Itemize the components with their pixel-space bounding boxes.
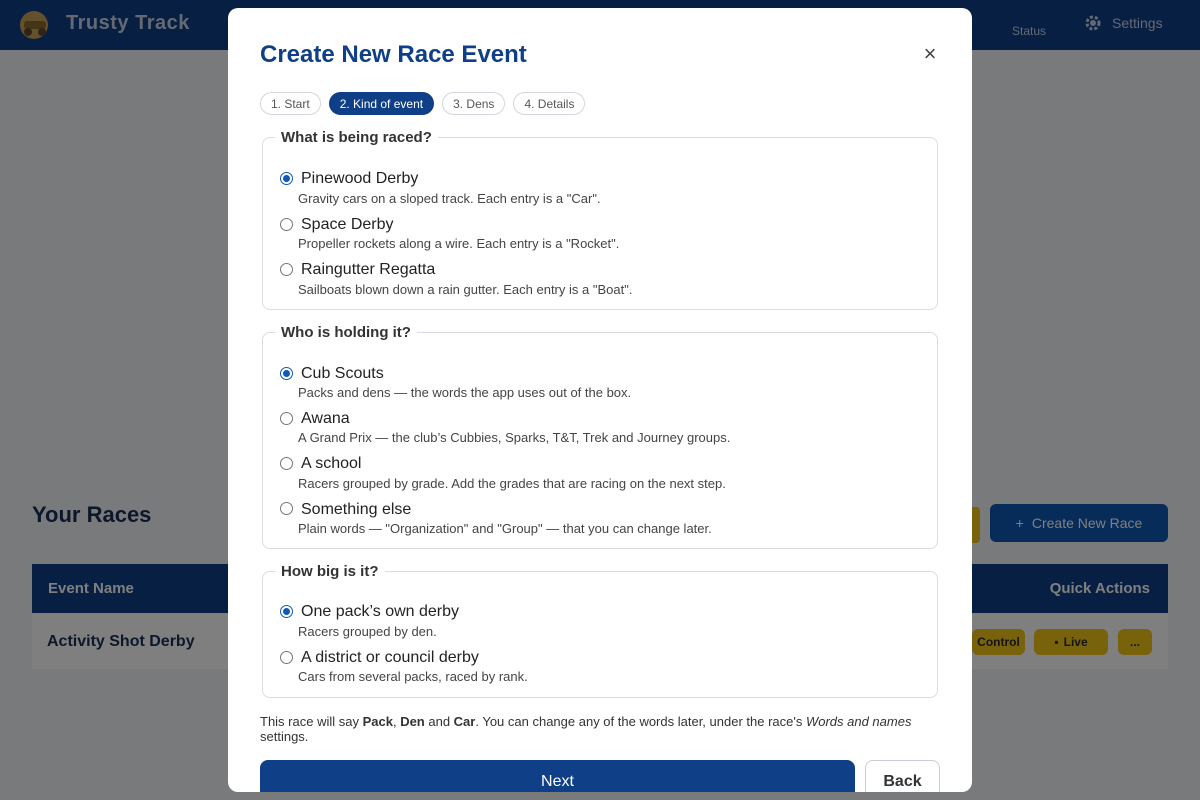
option-label[interactable]: Cub Scouts xyxy=(301,365,384,382)
note-word-pack: Pack xyxy=(362,714,393,729)
note-word-car: Car xyxy=(453,714,476,729)
radio-cub-scouts[interactable] xyxy=(280,367,293,380)
note-text: , xyxy=(392,714,401,729)
option-label[interactable]: A school xyxy=(301,455,362,472)
create-race-modal xyxy=(228,8,972,792)
terminology-note xyxy=(260,714,940,744)
step-indicator xyxy=(260,92,585,115)
radio-something-else[interactable] xyxy=(280,502,293,515)
race-type-group xyxy=(262,129,938,310)
option-label[interactable]: A district or council derby xyxy=(301,649,479,666)
note-text: This race will say xyxy=(260,714,363,729)
step-details[interactable]: 4. Details xyxy=(513,92,585,115)
option-label[interactable]: Pinewood Derby xyxy=(301,170,419,187)
option-label[interactable]: Raingutter Regatta xyxy=(301,261,436,278)
radio-raingutter-regatta[interactable] xyxy=(280,263,293,276)
note-settings-name: Words and names xyxy=(805,714,912,729)
size-legend: How big is it? xyxy=(281,563,379,580)
option-desc: A Grand Prix — the club’s Cubbies, Sparks, T&T, Trek and Journey groups. xyxy=(298,430,731,445)
size-group xyxy=(262,563,938,698)
option-label[interactable]: Space Derby xyxy=(301,216,394,233)
radio-pack-derby[interactable] xyxy=(280,605,293,618)
option-desc: Gravity cars on a sloped track. Each entry is a "Car". xyxy=(298,191,601,206)
note-text: and xyxy=(424,714,454,729)
step-dens[interactable]: 3. Dens xyxy=(442,92,505,115)
radio-pinewood-derby[interactable] xyxy=(280,172,293,185)
option-desc: Racers grouped by den. xyxy=(298,624,437,639)
organization-group xyxy=(262,324,938,549)
back-button[interactable]: Back xyxy=(865,760,940,792)
step-kind-of-event[interactable]: 2. Kind of event xyxy=(329,92,434,115)
radio-space-derby[interactable] xyxy=(280,218,293,231)
note-text: . You can change any of the words later, under the race's xyxy=(475,714,806,729)
option-desc: Packs and dens — the words the app uses out of the box. xyxy=(298,385,632,400)
note-word-den: Den xyxy=(400,714,425,729)
next-button[interactable]: Next xyxy=(260,760,855,792)
option-desc: Cars from several packs, raced by rank. xyxy=(298,669,528,684)
modal-title: Create New Race Event xyxy=(260,41,527,68)
note-text: settings. xyxy=(260,729,309,744)
radio-district-derby[interactable] xyxy=(280,651,293,664)
option-desc: Plain words — "Organization" and "Group" — that you can change later. xyxy=(298,521,712,536)
organization-legend: Who is holding it? xyxy=(281,324,411,341)
step-start[interactable]: 1. Start xyxy=(260,92,321,115)
race-type-legend: What is being raced? xyxy=(281,129,432,146)
radio-awana[interactable] xyxy=(280,412,293,425)
close-icon[interactable]: × xyxy=(923,41,937,66)
option-label[interactable]: Something else xyxy=(301,501,412,518)
option-desc: Propeller rockets along a wire. Each entry is a "Rocket". xyxy=(298,236,620,251)
option-desc: Racers grouped by grade. Add the grades that are racing on the next step. xyxy=(298,476,726,491)
option-label[interactable]: Awana xyxy=(301,410,350,427)
option-desc: Sailboats blown down a rain gutter. Each entry is a "Boat". xyxy=(298,282,633,297)
radio-school[interactable] xyxy=(280,457,293,470)
option-label[interactable]: One pack’s own derby xyxy=(301,603,460,620)
